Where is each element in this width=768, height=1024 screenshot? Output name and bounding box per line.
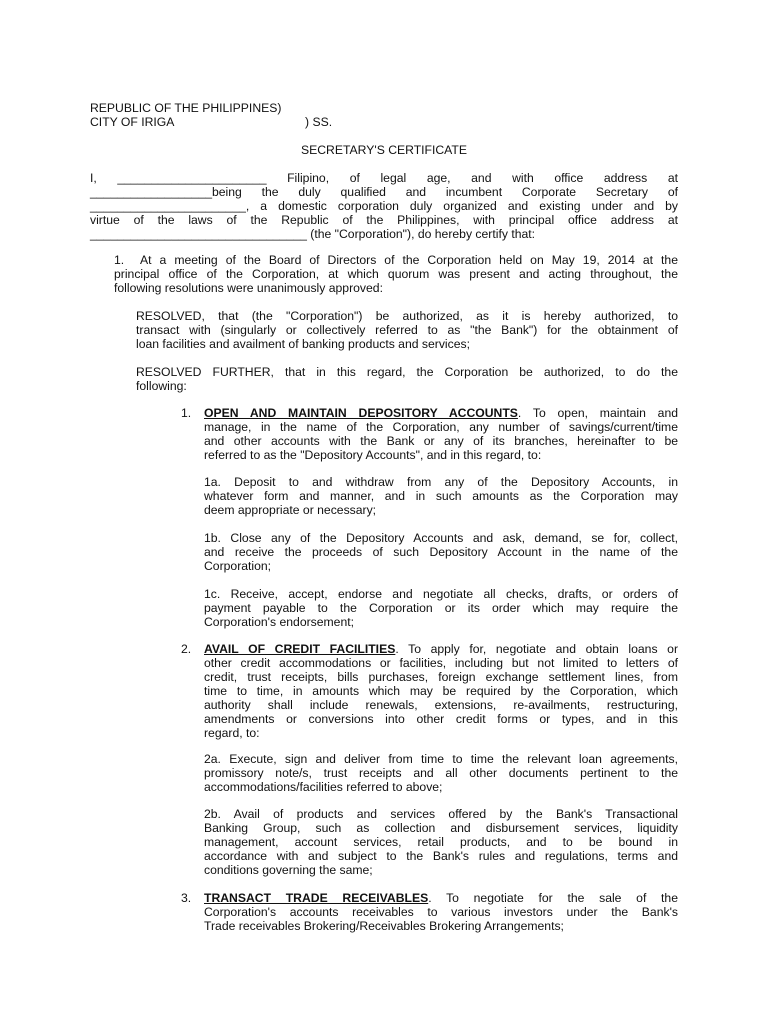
resolved-further-line: RESOLVED FURTHER, that in this regard, the Corporation be authorized, to do the	[136, 365, 678, 379]
item3-heading-rest: . To negotiate for the sale of the	[428, 891, 678, 905]
item2b-line: Banking Group, such as collection and disbursement services, liquidity	[204, 821, 678, 835]
resolved-line: transact with (singularly or collectively referred to as "the Bank") for the obtainment of	[136, 323, 678, 337]
item3-line: Corporation's accounts receivables to various investors under the Bank's	[204, 905, 678, 919]
para1-line: following resolutions were unanimously approved:	[114, 281, 383, 295]
item3-number: 3.	[181, 891, 192, 905]
item2-heading: AVAIL OF CREDIT FACILITIES	[204, 642, 396, 656]
item1c-line: 1c. Receive, accept, endorse and negotiate all checks, drafts, or orders of	[204, 587, 678, 601]
item2a-line: accommodations/facilities referred to above;	[204, 780, 443, 794]
item1-number: 1.	[181, 406, 192, 420]
item3-body	[204, 891, 678, 933]
item2-line: amendments or conversions into other credit forms or types, and in this	[204, 712, 678, 726]
item1b-line: and receive the proceeds of such Depository Account in the name of the	[204, 545, 678, 559]
resolved-further-paragraph	[136, 365, 678, 393]
item1-line: and other accounts with the Bank or any of its branches, hereinafter to be	[204, 434, 678, 448]
intro-line: I, ______________________ Filipino, of legal age, and with office address at	[90, 171, 678, 185]
item2-heading-rest: . To apply for, negotiate and obtain loans or	[395, 642, 678, 656]
intro-line: _______________________, a domestic corporation duly organized and existing under and by	[90, 199, 678, 213]
item2a-line: 2a. Execute, sign and deliver from time to time the relevant loan agreements,	[204, 752, 678, 766]
item1-heading-rest: . To open, maintain and	[517, 406, 678, 420]
resolved-further-line: following:	[136, 379, 187, 393]
item3-line: Trade receivables Brokering/Receivables Brokering Arrangements;	[204, 919, 564, 933]
item3-heading: TRANSACT TRADE RECEIVABLES	[204, 891, 429, 905]
intro-line: __________________being the duly qualified and incumbent Corporate Secretary of	[90, 185, 678, 199]
para1-line: At a meeting of the Board of Directors of the Corporation held on May 19, 2014 at the	[140, 253, 678, 267]
item2b-line: conditions governing the same;	[204, 863, 373, 877]
para1-line: principal office of the Corporation, at which quorum was present and acting throughout, the	[114, 267, 678, 281]
intro-line: virtue of the laws of the Republic of the Philippines, with principal office address at	[90, 213, 678, 227]
document-title: SECRETARY'S CERTIFICATE	[301, 143, 467, 157]
item2-line: authority shall include renewals, extensions, re-availments, restructuring,	[204, 698, 678, 712]
header-line-city: CITY OF IRIGA	[90, 115, 175, 129]
para1-body	[114, 267, 678, 295]
item2-line: regard, to:	[204, 726, 260, 740]
header-ss: ) SS.	[305, 115, 333, 129]
item1a-line: whatever form and manner, and in such amounts as the Corporation may	[204, 489, 678, 503]
item1-heading: OPEN AND MAINTAIN DEPOSITORY ACCOUNTS	[204, 406, 518, 420]
intro-line: ________________________________ (the "Corporation"), do hereby certify that:	[90, 227, 536, 241]
header-line-republic: REPUBLIC OF THE PHILIPPINES)	[90, 101, 282, 115]
intro-paragraph	[90, 171, 678, 241]
item1-line: referred to as the "Depository Accounts", and in this regard, to:	[204, 448, 542, 462]
item2-body	[204, 642, 678, 740]
item1-body	[204, 406, 678, 462]
item1b-paragraph	[204, 531, 678, 573]
item1c-line: Corporation's endorsement;	[204, 615, 355, 629]
item1a-line: deem appropriate or necessary;	[204, 503, 377, 517]
item2-line: credit, trust receipts, bills purchases, foreign exchange settlement lines, from	[204, 670, 678, 684]
item1c-paragraph	[204, 587, 678, 629]
item2-number: 2.	[181, 642, 192, 656]
item1c-line: payment payable to the Corporation or its order which may require the	[204, 601, 678, 615]
item2-line: time to time, in amounts which may be required by the Corporation, which	[204, 684, 678, 698]
item2-first-line	[204, 642, 678, 656]
item3-first-line	[204, 891, 678, 905]
item2a-line: promissory note/s, trust receipts and all other documents pertinent to the	[204, 766, 678, 780]
item2a-paragraph	[204, 752, 678, 794]
item2b-line: accordance with and subject to the Bank's rules and regulations, terms and	[204, 849, 678, 863]
item1-line: manage, in the name of the Corporation, any number of savings/current/time	[204, 420, 678, 434]
para1-first-line-box	[140, 253, 678, 267]
item1-first-line	[204, 406, 678, 420]
item1a-paragraph	[204, 475, 678, 517]
item1a-line: 1a. Deposit to and withdraw from any of the Depository Accounts, in	[204, 475, 678, 489]
item1b-line: Corporation;	[204, 559, 272, 573]
para1-number: 1.	[114, 253, 125, 267]
item1b-line: 1b. Close any of the Depository Accounts and ask, demand, se for, collect,	[204, 531, 678, 545]
resolved-line: loan facilities and availment of banking products and services;	[136, 337, 470, 351]
item2b-paragraph	[204, 807, 678, 877]
item2b-line: 2b. Avail of products and services offered by the Bank's Transactional	[204, 807, 678, 821]
item2-line: other credit accommodations or facilities, including but not limited to letters of	[204, 656, 678, 670]
resolved-paragraph	[136, 309, 678, 351]
resolved-line: RESOLVED, that (the "Corporation") be authorized, as it is hereby authorized, to	[136, 309, 678, 323]
item2b-line: management, account services, retail products, and to be bound in	[204, 835, 678, 849]
